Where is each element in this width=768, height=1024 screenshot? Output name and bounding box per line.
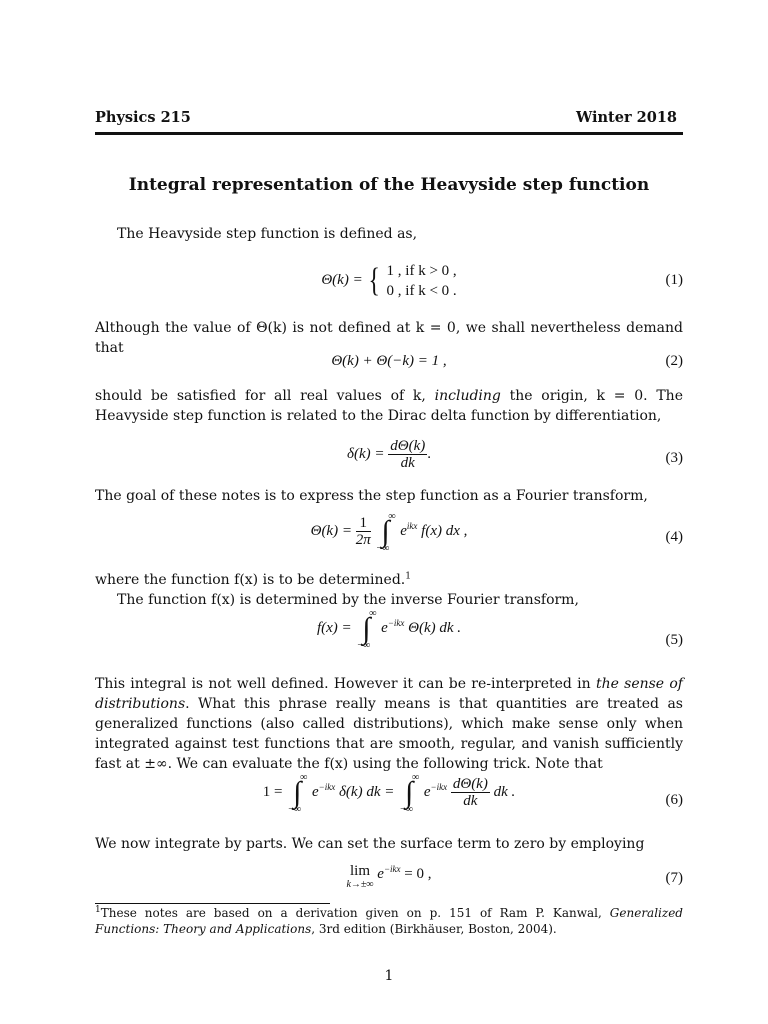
eq6-integral-sign-2: ∫ ∞ −∞	[400, 771, 420, 815]
eq6-fraction	[451, 776, 490, 809]
eq1-number: (1)	[665, 272, 683, 288]
eq1-cases	[387, 261, 457, 301]
eq6-number: (6)	[665, 792, 683, 808]
eq7-exponent: −ikx	[383, 864, 401, 874]
eq4-number: (4)	[665, 529, 683, 545]
eq5-rest: Θ(k) dk .	[408, 620, 462, 636]
footnote-mark: 1	[95, 905, 101, 915]
eq7-exp-base: e	[377, 866, 384, 882]
p3-c: the origin, k = 0. The Heavyside step function is related to the Dirac delta function by differentiation,	[95, 388, 683, 424]
eq5-lhs: f(x) =	[316, 620, 352, 636]
eq1-brace: {	[368, 261, 381, 299]
eq4-integral-sign: ∫ ∞ −∞	[376, 510, 396, 554]
eq6-exp-base-1: e	[311, 783, 319, 800]
paragraph-2: Although the value of Θ(k) is not defined at k = 0, we shall nevertheless demand that	[95, 320, 683, 356]
eq5-integral-sign: ∫ ∞ −∞	[357, 607, 377, 651]
eq3-frac-bottom: dk	[400, 455, 415, 471]
eq6-lower-limit-1: −∞	[288, 803, 301, 815]
equation-4	[95, 510, 683, 559]
p3-emph: including	[434, 388, 501, 404]
footnote-rule	[95, 903, 330, 904]
paragraph-6: The function f(x) is determined by the inverse Fourier transform,	[117, 592, 579, 608]
eq6-rest-2: dk .	[493, 783, 516, 800]
eq4-frac-top: 1	[356, 515, 371, 532]
p7-c: . What this phrase really means is that quantities are treated as generalized functions (also called distributions), which make sense only when integrated against test functions that are smooth, regular, and vanish sufficiently fast at ±∞. We can evaluate the f(x) using the following trick. Note that	[95, 696, 683, 772]
paragraph-8: We now integrate by parts. We can set the surface term to zero by employing	[95, 836, 645, 852]
term-label: Winter 2018	[575, 109, 677, 126]
eq7-rest: = 0 ,	[404, 866, 432, 882]
eq5-exp-base: e	[381, 620, 388, 636]
eq7-lim-sub: k→±∞	[346, 879, 374, 890]
eq5-exponent: −ikx	[387, 618, 405, 628]
equation-2: Θ(k) + Θ(−k) = 1 ,	[331, 353, 447, 369]
page-title: Integral representation of the Heavyside step function	[128, 175, 650, 195]
paragraph-3	[95, 386, 683, 426]
p3-a: should be satisfied for all real values of k,	[95, 388, 435, 404]
eq6-exp-base-2: e	[423, 783, 431, 800]
eq4-lhs: Θ(k) =	[310, 522, 352, 539]
eq6-frac-top: dΘ(k)	[452, 776, 488, 792]
eq4-exponent: ikx	[406, 520, 418, 531]
eq6-exponent-1: −ikx	[318, 781, 336, 792]
eq4-frac-bottom: 2π	[355, 532, 371, 548]
eq6-upper-limit-1: ∞	[300, 771, 308, 783]
equation-5	[95, 607, 683, 662]
eq7-lim-word: lim	[350, 863, 371, 879]
equation-1	[95, 258, 683, 302]
eq4-rest: f(x) dx ,	[421, 522, 468, 539]
footnote	[95, 905, 683, 937]
header-rule	[95, 132, 683, 135]
eq4-exp-base: e	[400, 522, 407, 539]
paragraph-7	[95, 674, 683, 774]
footnote-a: These notes are based on a derivation given on p. 151 of Ram P. Kanwal,	[100, 906, 610, 920]
eq3-fraction	[388, 438, 427, 471]
p7-a: This integral is not well defined. However it can be re-interpreted in	[95, 676, 596, 692]
eq6-frac-bottom: dk	[463, 793, 478, 809]
eq1-case-2: 0 , if k < 0 .	[386, 282, 457, 299]
footnote-c: , 3rd edition (Birkhäuser, Boston, 2004).	[311, 922, 557, 936]
eq3-lhs: δ(k) =	[347, 445, 385, 462]
eq6-integral-sign-1: ∫ ∞ −∞	[288, 771, 308, 815]
eq5-upper-limit: ∞	[369, 607, 377, 619]
equation-3	[95, 438, 683, 476]
eq4-lower-limit: −∞	[376, 542, 390, 554]
eq1-lhs: Θ(k) =	[321, 272, 363, 288]
p5-text: where the function f(x) is to be determined.	[95, 572, 406, 588]
eq2-number: (2)	[665, 353, 683, 369]
footnote-ref: 1	[405, 571, 411, 582]
equation-6	[95, 771, 683, 820]
eq6-exponent-2: −ikx	[430, 781, 448, 792]
eq6-lower-limit-2: −∞	[400, 803, 413, 815]
eq4-fraction	[356, 515, 371, 548]
paragraph-5	[95, 570, 683, 590]
eq6-upper-limit-2: ∞	[412, 771, 420, 783]
equation-7	[95, 864, 683, 894]
eq5-lower-limit: −∞	[357, 639, 371, 651]
eq5-number: (5)	[665, 632, 683, 648]
eq6-rest-1: δ(k) dk =	[338, 783, 395, 800]
p7-emph: the sense of distributions	[95, 676, 683, 712]
eq4-upper-limit: ∞	[388, 510, 396, 522]
footnote-book-title: Generalized Functions: Theory and Applications	[95, 906, 683, 936]
eq7-limit	[346, 864, 373, 892]
eq3-number: (3)	[665, 450, 683, 466]
page-number: 1	[384, 968, 394, 984]
eq1-case-1: 1 , if k > 0 ,	[386, 262, 457, 279]
paragraph-intro: The Heavyside step function is defined as,	[117, 226, 418, 242]
paragraph-4: The goal of these notes is to express the step function as a Fourier transform,	[95, 488, 648, 504]
course-label: Physics 215	[95, 109, 191, 126]
eq7-number: (7)	[665, 870, 683, 886]
eq3-tail: .	[427, 445, 431, 462]
eq3-frac-top: dΘ(k)	[390, 438, 426, 454]
eq6-lhs: 1 =	[262, 783, 283, 800]
